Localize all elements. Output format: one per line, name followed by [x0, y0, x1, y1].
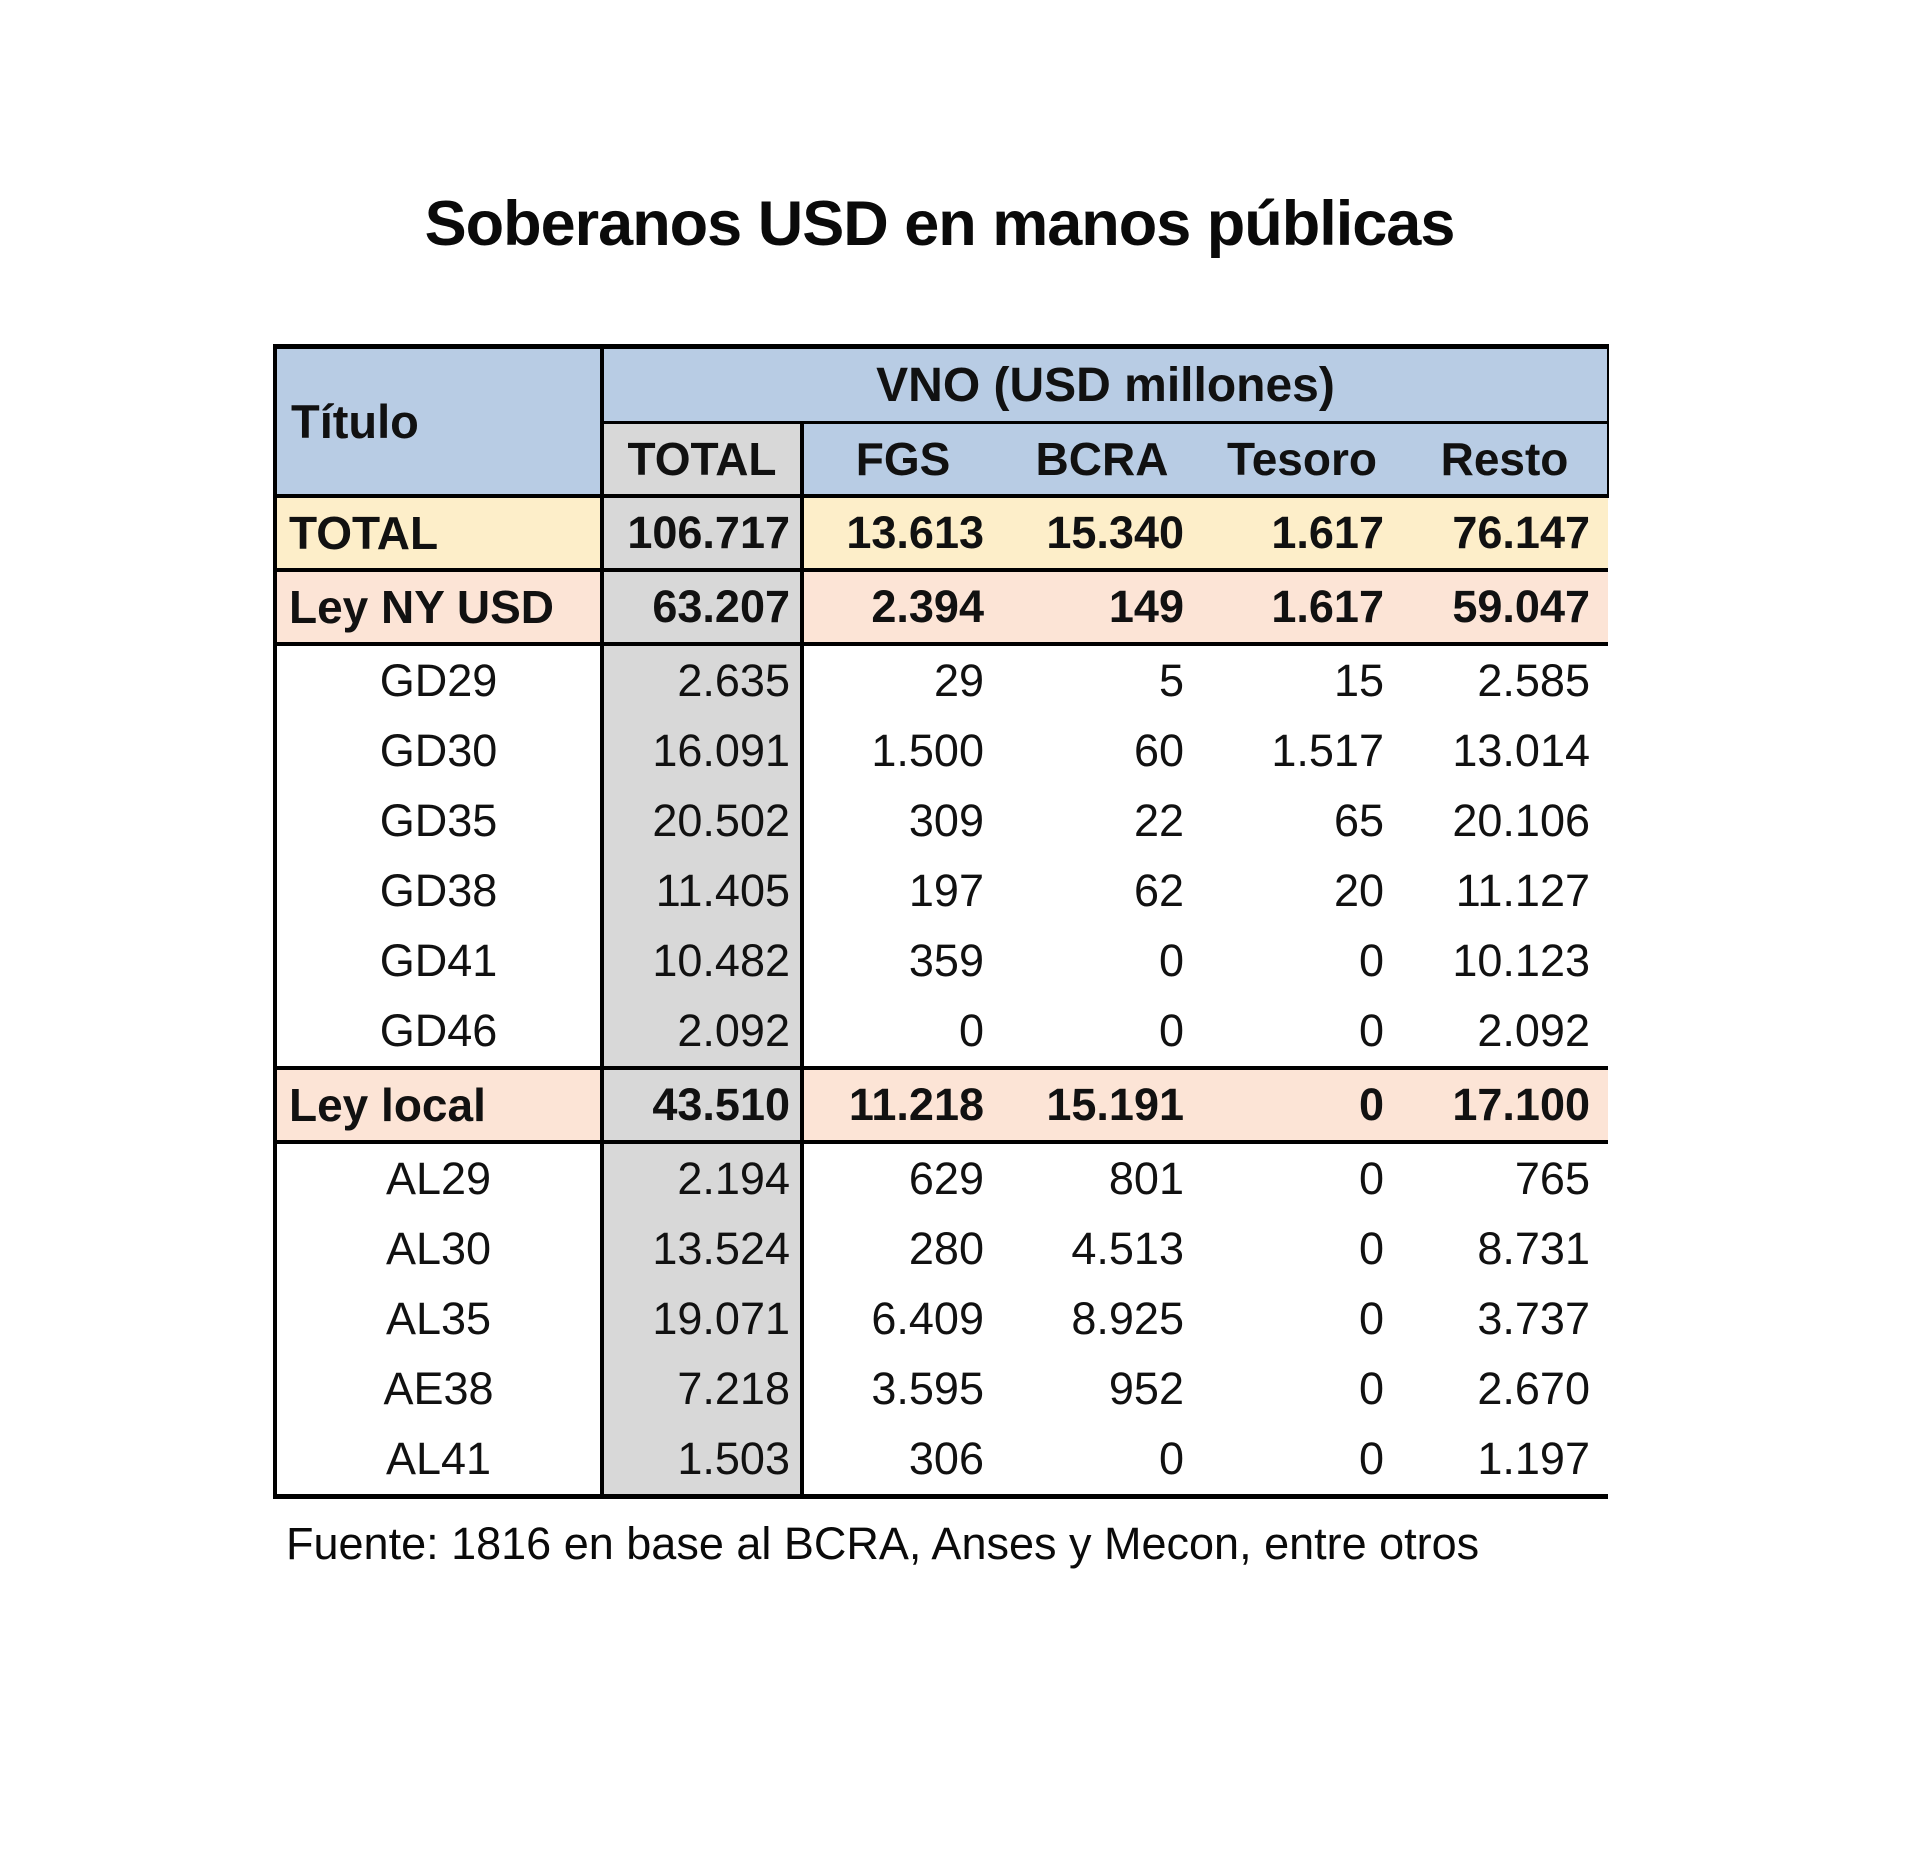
value-cell-total: 106.717	[602, 496, 802, 570]
value-cell-total: 20.502	[602, 786, 802, 856]
table-row-al29	[275, 1142, 1608, 1214]
value-cell-total: 19.071	[602, 1284, 802, 1354]
value-cell-tesoro: 0	[1358, 1153, 1384, 1204]
table-row-gd41	[275, 926, 1608, 996]
value-cell-resto: 2.092	[1477, 1005, 1590, 1056]
table-row-al30	[275, 1214, 1608, 1284]
value-cell-tesoro: 20	[1333, 865, 1384, 916]
value-cell-fgs: 0	[958, 1005, 984, 1056]
value-cell-bcra: 8.925	[1071, 1293, 1184, 1344]
row-label-cell: GD41	[275, 926, 602, 996]
table-row-gd30	[275, 716, 1608, 786]
value-cell-resto: 1.197	[1477, 1433, 1590, 1484]
row-label-cell: GD29	[275, 644, 602, 716]
value-cell-bcra: 952	[1108, 1363, 1184, 1414]
row-label-cell: AL30	[275, 1214, 602, 1284]
value-cell-bcra: 801	[1108, 1153, 1184, 1204]
table-row-gd29	[275, 644, 1608, 716]
value-cell-resto: 2.585	[1477, 655, 1590, 706]
value-cell-resto: 765	[1514, 1153, 1590, 1204]
column-header-total: TOTAL	[602, 423, 802, 497]
value-cell-fgs: 2.394	[802, 570, 1002, 644]
value-cell-fgs: 11.218	[802, 1068, 1002, 1142]
value-cell-total: 13.524	[602, 1214, 802, 1284]
value-cell-bcra: 149	[1002, 570, 1202, 644]
column-header-titulo: Título	[275, 347, 602, 497]
row-label-cell: GD35	[275, 786, 602, 856]
value-cell-total: 1.503	[602, 1424, 802, 1497]
row-label-cell: Ley local	[275, 1068, 602, 1142]
table-row-ley-ny-usd	[275, 570, 1608, 644]
row-label-cell: AL29	[275, 1142, 602, 1214]
table-row-al41	[275, 1424, 1608, 1497]
value-cell-resto: 3.737	[1477, 1293, 1590, 1344]
table-body	[275, 496, 1608, 1497]
value-cell-bcra: 22	[1133, 795, 1184, 846]
source-note: Fuente: 1816 en base al BCRA, Anses y Mecon, entre otros	[286, 1518, 1480, 1569]
value-cell-fgs: 359	[908, 935, 984, 986]
value-cell-resto: 10.123	[1452, 935, 1590, 986]
value-cell-tesoro: 1.617	[1202, 570, 1402, 644]
value-cell-total: 2.092	[602, 996, 802, 1068]
value-cell-fgs: 13.613	[802, 496, 1002, 570]
value-cell-bcra: 4.513	[1071, 1223, 1184, 1274]
column-group-header-vno: VNO (USD millones)	[602, 347, 1608, 423]
chart-title: Soberanos USD en manos públicas	[424, 189, 1455, 259]
row-label-cell: GD38	[275, 856, 602, 926]
value-cell-tesoro: 0	[1358, 1223, 1384, 1274]
column-header-tesoro: Tesoro	[1202, 423, 1402, 497]
table-row-gd46	[275, 996, 1608, 1068]
table-row-gd38	[275, 856, 1608, 926]
value-cell-fgs: 306	[908, 1433, 984, 1484]
value-cell-resto: 20.106	[1452, 795, 1590, 846]
table-row-total	[275, 496, 1608, 570]
column-header-fgs: FGS	[802, 423, 1002, 497]
value-cell-resto: 2.670	[1477, 1363, 1590, 1414]
value-cell-fgs: 280	[908, 1223, 984, 1274]
value-cell-bcra: 15.340	[1002, 496, 1202, 570]
value-cell-tesoro: 0	[1358, 1433, 1384, 1484]
value-cell-tesoro: 65	[1333, 795, 1384, 846]
column-header-bcra: BCRA	[1002, 423, 1202, 497]
value-cell-bcra: 15.191	[1002, 1068, 1202, 1142]
column-header-resto: Resto	[1402, 423, 1608, 497]
data-table	[273, 344, 1609, 1499]
value-cell-fgs: 309	[908, 795, 984, 846]
header-row-group	[275, 347, 1608, 423]
value-cell-tesoro: 0	[1358, 1363, 1384, 1414]
value-cell-total: 10.482	[602, 926, 802, 996]
value-cell-bcra: 0	[1158, 1005, 1184, 1056]
value-cell-total: 2.194	[602, 1142, 802, 1214]
table-row-ae38	[275, 1354, 1608, 1424]
value-cell-tesoro: 0	[1358, 935, 1384, 986]
value-cell-resto: 76.147	[1402, 496, 1608, 570]
row-label-cell: AL35	[275, 1284, 602, 1354]
row-label-cell: TOTAL	[275, 496, 602, 570]
row-label-cell: Ley NY USD	[275, 570, 602, 644]
value-cell-total: 11.405	[602, 856, 802, 926]
value-cell-resto: 8.731	[1477, 1223, 1590, 1274]
row-label-cell: GD30	[275, 716, 602, 786]
row-label-cell: AE38	[275, 1354, 602, 1424]
value-cell-fgs: 1.500	[871, 725, 984, 776]
value-cell-bcra: 0	[1158, 1433, 1184, 1484]
table-row-gd35	[275, 786, 1608, 856]
value-cell-total: 43.510	[602, 1068, 802, 1142]
value-cell-bcra: 5	[1158, 655, 1184, 706]
value-cell-fgs: 6.409	[871, 1293, 984, 1344]
value-cell-resto: 59.047	[1402, 570, 1608, 644]
value-cell-total: 16.091	[602, 716, 802, 786]
table-header	[275, 347, 1608, 497]
value-cell-bcra: 0	[1158, 935, 1184, 986]
value-cell-total: 7.218	[602, 1354, 802, 1424]
value-cell-tesoro: 0	[1202, 1068, 1402, 1142]
table-row-al35	[275, 1284, 1608, 1354]
table-row-ley-local	[275, 1068, 1608, 1142]
value-cell-total: 2.635	[602, 644, 802, 716]
value-cell-bcra: 60	[1133, 725, 1184, 776]
value-cell-tesoro: 15	[1333, 655, 1384, 706]
value-cell-tesoro: 0	[1358, 1293, 1384, 1344]
value-cell-resto: 13.014	[1452, 725, 1590, 776]
value-cell-fgs: 3.595	[871, 1363, 984, 1414]
value-cell-bcra: 62	[1133, 865, 1184, 916]
value-cell-fgs: 29	[933, 655, 984, 706]
value-cell-resto: 17.100	[1402, 1068, 1608, 1142]
row-label-cell: AL41	[275, 1424, 602, 1497]
value-cell-resto: 11.127	[1455, 865, 1590, 916]
value-cell-fgs: 197	[908, 865, 984, 916]
value-cell-tesoro: 0	[1358, 1005, 1384, 1056]
value-cell-fgs: 629	[908, 1153, 984, 1204]
row-label-cell: GD46	[275, 996, 602, 1068]
value-cell-tesoro: 1.517	[1271, 725, 1384, 776]
value-cell-total: 63.207	[602, 570, 802, 644]
value-cell-tesoro: 1.617	[1202, 496, 1402, 570]
